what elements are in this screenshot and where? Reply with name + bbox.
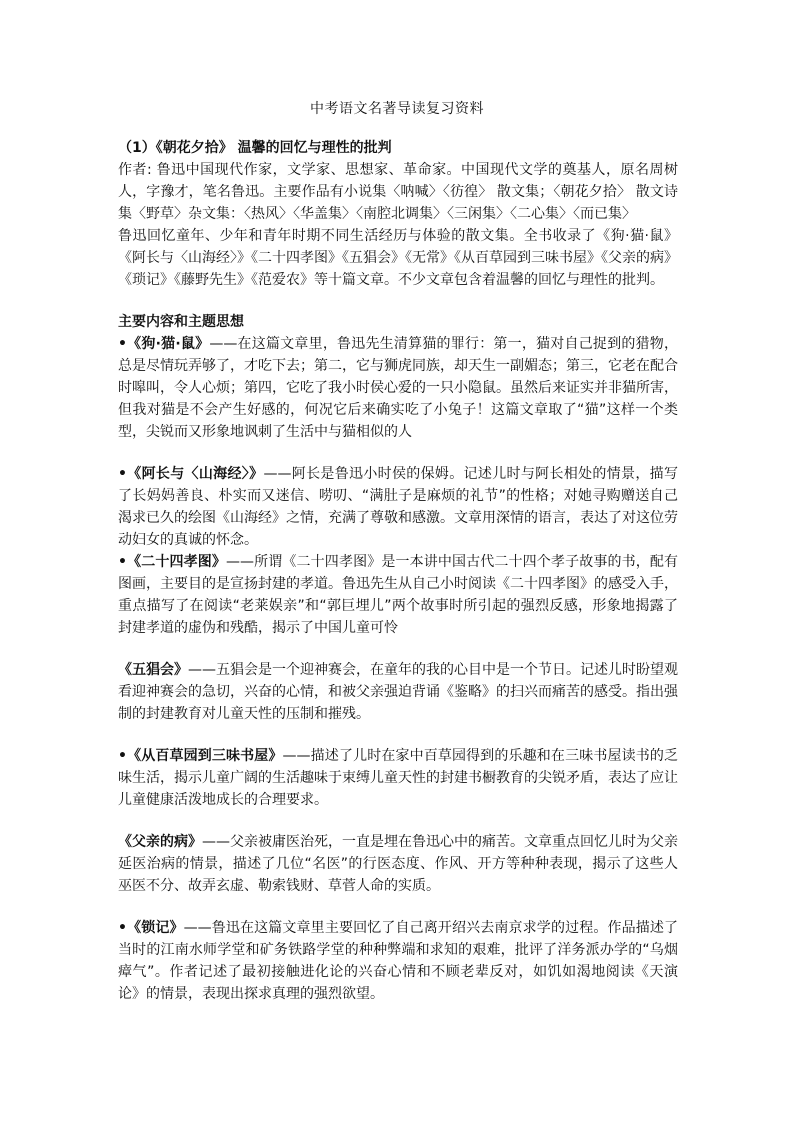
entry-baicaoyuan — [118, 745, 678, 811]
entry-24-filial — [118, 551, 678, 639]
entry-title: •《二十四孝图》 — [118, 554, 227, 570]
entry-title: •《狗·猫·鼠》 — [118, 336, 210, 352]
entry-suoji — [118, 917, 678, 1005]
entry-wuchang-hui — [118, 659, 678, 725]
entry-title: 《五猖会》 — [118, 662, 188, 678]
entry-dog-cat-mouse — [118, 333, 678, 443]
section-title: （1）《朝花夕拾》 温馨的回忆与理性的批判 — [118, 140, 392, 156]
author-paragraph: 作者: 鲁迅中国现代作家，文学家、思想家、革命家。中国现代文学的奠基人，原名周树人，字豫才，笔名鲁迅。主要作品有小说集〈呐喊〉〈彷徨〉 散文集；〈朝花夕拾〉 散文诗集〈野草〉杂文集：〈热风〉〈华盖集〉〈南腔北调集〉〈三闲集〉〈二心集〉〈而已集〉 — [118, 162, 678, 222]
entry-title: 《父亲的病》 — [118, 834, 202, 850]
document-body — [118, 137, 678, 1005]
entry-text: ——在这篇文章里，鲁迅先生清算猫的罪行：第一，猫对自己捉到的猎物，总是尽情玩弄够了，才吃下去；第二，它与狮虎同族，却天生一副媚态；第三，它老在配合时嗥叫，令人心烦；第四，它吃了我小时侯心爱的一只小隐鼠。虽然后来证实并非猫所害，但我对猫是不会产生好感的，何况它后来确实吃了小兔子！这篇文章取了“猫”这样一个类型，尖锐而又形象地讽刺了生活中与猫相似的人 — [118, 336, 678, 440]
entry-text: ——父亲被庸医治死，一直是埋在鲁迅心中的痛苦。文章重点回忆儿时为父亲延医治病的情景，描述了几位“名医”的行医态度、作风、开方等种种表现，揭示了这些人巫医不分、故弄玄虚、勒索钱财、草菅人命的实质。 — [118, 834, 678, 894]
entry-father-illness — [118, 831, 678, 897]
entry-a-chang — [118, 463, 678, 551]
entry-title: •《锁记》 — [118, 920, 184, 936]
entry-title: •《阿长与〈山海经〉》 — [118, 466, 264, 482]
entry-text: ——阿长是鲁迅小时侯的保姆。记述儿时与阿长相处的情景，描写了长妈妈善良、朴实而又迷信、唠叨、“满肚子是麻烦的礼节”的性格；对她寻购赠送自己渴求已久的绘图《山海经》之情，充满了尊敬和感激。文章用深情的语言，表达了对这位劳动妇女的真诚的怀念。 — [118, 466, 678, 548]
entry-text: ——描述了儿时在家中百草园得到的乐趣和在三味书屋读书的乏味生活，揭示儿童广阔的生活趣味于束缚儿童天性的封建书橱教育的尖锐矛盾，表达了应让儿童健康活泼地成长的合理要求。 — [118, 748, 678, 808]
entry-text: ——鲁迅在这篇文章里主要回忆了自己离开绍兴去南京求学的过程。作品描述了当时的江南水师学堂和矿务铁路学堂的种种弊端和求知的艰难，批评了洋务派办学的“乌烟瘴气”。作者记述了最初接触进化论的兴奋心情和不顾老辈反对，如饥如渴地阅读《天演论》的情景，表现出探求真理的强烈欲望。 — [118, 920, 679, 1002]
summary-paragraph: 鲁迅回忆童年、少年和青年时期不同生活经历与体验的散文集。全书收录了《狗·猫·鼠》《阿长与〈山海经〉》《二十四孝图》《五猖会》《无常》《从百草园到三味书屋》《父亲的病》《琐记》《藤野先生》《范爱农》等十篇文章。不少文章包含着温馨的回忆与理性的批判。 — [118, 228, 678, 288]
entry-title: •《从百草园到三味书屋》 — [118, 748, 283, 764]
entry-text: ——五猖会是一个迎神赛会，在童年的我的心目中是一个节日。记述儿时盼望观看迎神赛会的急切，兴奋的心情，和被父亲强迫背诵《鉴略》的扫兴而痛苦的感受。指出强制的封建教育对儿童天性的压制和摧残。 — [118, 662, 678, 722]
entry-text: ——所谓《二十四孝图》是一本讲中国古代二十四个孝子故事的书，配有图画，主要目的是宣扬封建的孝道。鲁迅先生从自己小时阅读《二十四孝图》的感受入手，重点描写了在阅读“老莱娱亲”和“郭巨埋儿”两个故事时所引起的强烈反感，形象地揭露了封建孝道的虚伪和残酷，揭示了中国儿童可怜 — [118, 554, 678, 636]
main-heading: 主要内容和主题思想 — [118, 314, 244, 330]
page-title: 中考语文名著导读复习资料 — [310, 101, 484, 117]
